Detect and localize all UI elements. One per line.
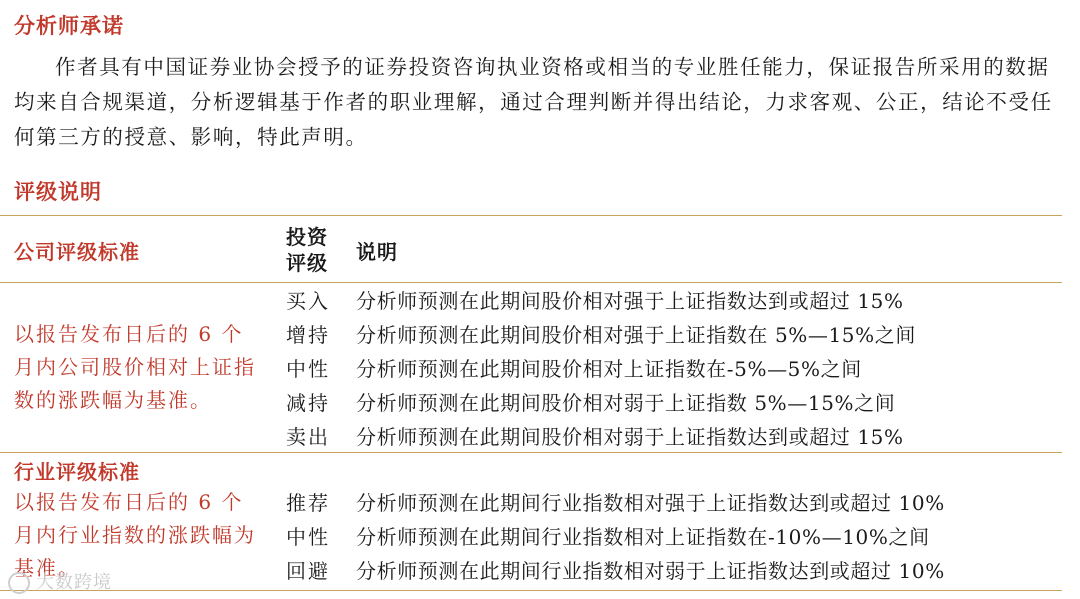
- section-heading-rating-description: 评级说明: [14, 180, 102, 204]
- watermark-text: 大数跨境: [36, 572, 112, 593]
- company-rating-underweight: 减持: [286, 391, 330, 415]
- company-rating-sell-desc: 分析师预测在此期间股价相对弱于上证指数达到或超过 15%: [356, 425, 904, 449]
- industry-criterion: 以报告发布日后的 6 个月内行业指数的涨跌幅为基准。: [14, 490, 256, 580]
- industry-rating-neutral-desc: 分析师预测在此期间行业指数相对上证指数在-10%—10%之间: [356, 525, 930, 549]
- industry-rating-recommend-desc: 分析师预测在此期间行业指数相对强于上证指数达到或超过 10%: [356, 491, 945, 515]
- company-rating-buy-desc: 分析师预测在此期间股价相对强于上证指数达到或超过 15%: [356, 289, 904, 313]
- table-section-rule: [0, 452, 1062, 453]
- industry-rating-avoid: 回避: [286, 559, 330, 583]
- analyst-commitment-statement: 作者具有中国证券业协会授予的证券投资咨询执业资格或相当的专业胜任能力，保证报告所采用的数据均来自合规渠道，分析逻辑基于作者的职业理解，通过合理判断并得出结论，力求客观、公正，结论不受任何第三方的授意、影响，特此声明。: [14, 55, 1053, 149]
- company-rating-neutral: 中性: [286, 357, 330, 381]
- company-rating-overweight: 增持: [286, 323, 330, 347]
- industry-rating-avoid-desc: 分析师预测在此期间行业指数相对弱于上证指数达到或超过 10%: [356, 559, 945, 583]
- table-bottom-rule: [0, 590, 1062, 591]
- company-rating-overweight-desc: 分析师预测在此期间股价相对强于上证指数在 5%—15%之间: [356, 323, 916, 347]
- company-rating-buy: 买入: [286, 289, 330, 313]
- company-criterion: 以报告发布日后的 6 个月内公司股价相对上证指数的涨跌幅为基准。: [14, 322, 256, 412]
- table-top-rule: [0, 215, 1062, 216]
- header-description: 说明: [356, 240, 398, 264]
- company-rating-neutral-desc: 分析师预测在此期间股价相对上证指数在-5%—5%之间: [356, 357, 862, 381]
- header-investment-rating: 投资评级: [286, 225, 328, 275]
- header-company-rating-standard: 公司评级标准: [14, 240, 140, 264]
- industry-rating-neutral: 中性: [286, 525, 330, 549]
- company-rating-underweight-desc: 分析师预测在此期间股价相对弱于上证指数 5%—15%之间: [356, 391, 896, 415]
- industry-rating-recommend: 推荐: [286, 491, 330, 515]
- header-industry-rating-standard: 行业评级标准: [14, 460, 140, 484]
- watermark: [8, 568, 112, 594]
- logo-icon: [8, 572, 30, 594]
- company-rating-sell: 卖出: [286, 425, 330, 449]
- table-header-rule: [0, 282, 1062, 283]
- section-heading-analyst-commitment: 分析师承诺: [14, 14, 124, 38]
